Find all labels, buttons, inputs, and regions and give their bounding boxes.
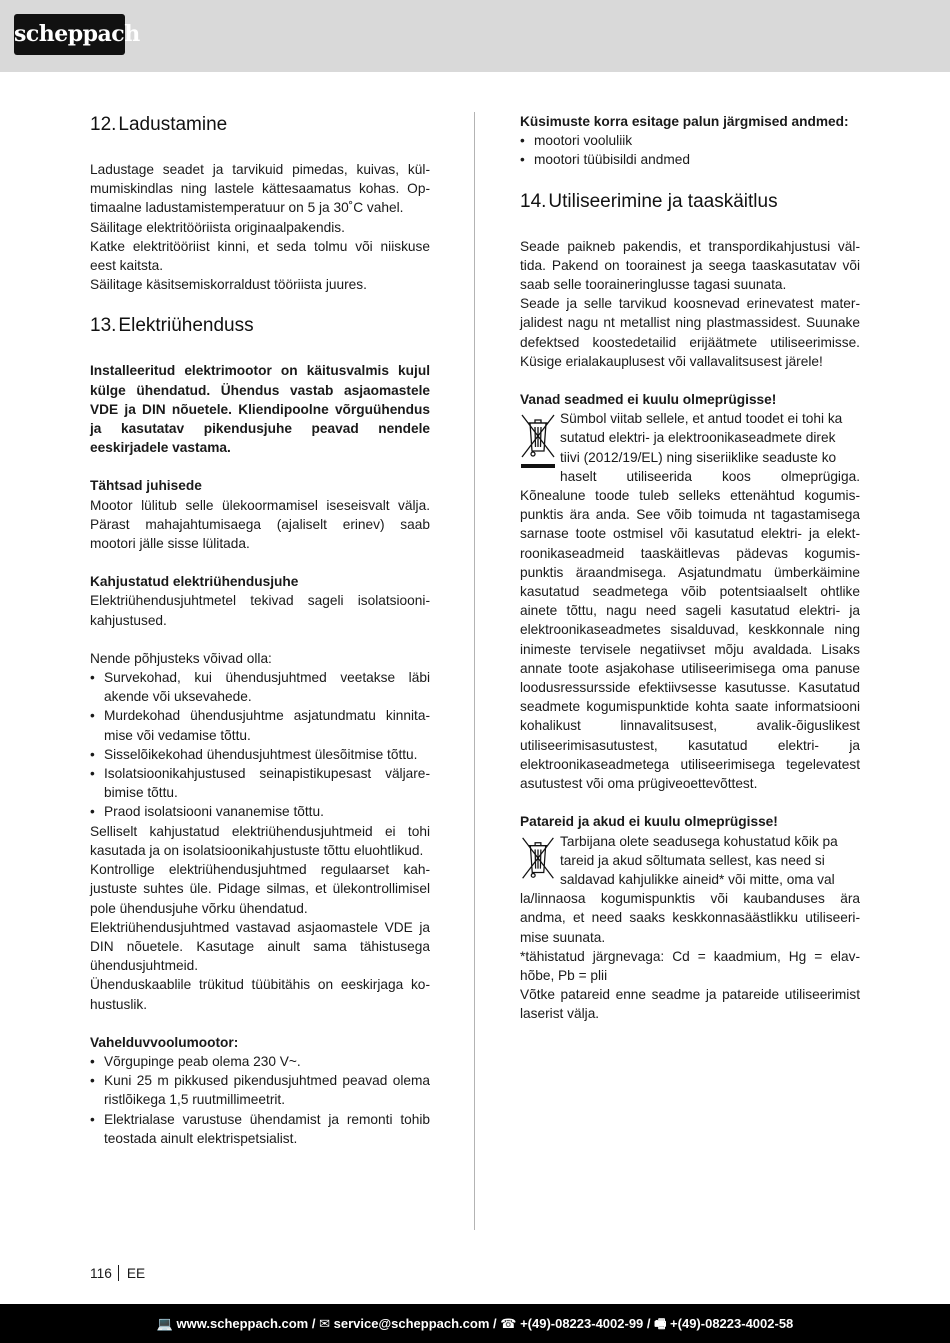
notes-heading: Tähtsad juhisede bbox=[90, 478, 202, 494]
weee-body: Kõnealune toode tuleb selleks ettenähtud kogumispunktis ära anda. See võib toimuda nt tagastamisega sarnase toote ostmisel või kasutatud elektri- ja elektroonikaseadmeid taaskäitlevas pädevas kogumispunktis äraandmisega. Asjatundmatu ümberkäimine kasutatud seadmetega võib potentsiaalselt ohtlike ainete tõttu, nagu need sageli kasutatud elektri- ja elektroonikaseadmetes sisalduvad, keskkonnale ning inimeste tervisele negatiivset mõju avaldada. Lisaks annate toote asjakohase utiliseerimisega oma panuse loodusressursside efektiivsesse kasutusse. Kasutatud seadmete kogumispunktide kohta saate informatsiooni kohalikust linnavalitsusest, avalik-õiguslikest utiliseerimisasutustest, kasutatud elektri- ja elektroonikaseadmetega utiliseerimisega tegelevatest asutustest või oma prügiveoettevõttest. bbox=[520, 488, 860, 792]
page-separator bbox=[118, 1265, 119, 1281]
section-14-body: Seade paikneb pakendis, et transpordikahjustusi vältida. Pakend on toorainest ja seega taaskasutatav või saab selle tooraineringlusse tagasi suunata. Seade ja selle tarvikud koosnevad erinevatest materjalidest nagu nt metallist ning plastmassidest. Suunake defektsed koostedetailid erijäätmete utiliseerimisse. Küsige erialakauplusest või vallavalitsusest järele! bbox=[520, 238, 860, 369]
notes-body: Mootor lülitub selle ülekoormamisel iseseisvalt välja. Pärast mahajahtumisaega (ajaliselt erinev) saab mootori jälle sisse lülitada. bbox=[90, 497, 430, 552]
ac-motor-list bbox=[90, 1052, 430, 1148]
footer-fax: +(49)-08223-4002-58 bbox=[670, 1316, 794, 1331]
list-item: • Isolatsioonikahjustused seinapistikupesast väljarebimise tõttu. bbox=[90, 764, 430, 802]
list-item: • mootori vooluliik bbox=[520, 131, 860, 150]
right-column bbox=[520, 112, 860, 1024]
page-number: 116 EE bbox=[90, 1266, 146, 1281]
damaged-cable-heading: Kahjustatud elektriühendusjuhe bbox=[90, 574, 299, 590]
left-column bbox=[90, 112, 430, 1148]
crossed-bin-icon bbox=[520, 836, 556, 884]
footer-phone: +(49)-08223-4002-99 / bbox=[520, 1316, 651, 1331]
list-item: • Murdekohad ühendusjuhtme asjatundmatu kinnitamise või vedamise tõttu. bbox=[90, 706, 430, 744]
crossed-bin-icon bbox=[520, 413, 556, 471]
section-12-body: Ladustage seadet ja tarvikuid pimedas, kuivas, külmumiskindlas ning lastele kättesaamatus kohas. Optimaalne ladustamistemperatuur on 5 ja 30˚C vahel. Säilitage elektritööriista originaalpakendis. Katke elektritööriist kinni, et seda tolmu või niiskuse eest kaitsta. Säilitage käsitsemiskorraldust tööriista juures. bbox=[90, 162, 430, 293]
list-item: • Elektrialase varustuse ühendamist ja remonti tohib teostada ainult elektrispetsialist. bbox=[90, 1110, 430, 1148]
list-item: • Survekohad, kui ühendusjuhtmed veetakse läbi akende või uksevahede. bbox=[90, 668, 430, 706]
list-item: • Kuni 25 m pikkused pikendusjuhtmed peavad olema ristlõikega 1,5 ruutmillimeetrit. bbox=[90, 1071, 430, 1109]
causes-list bbox=[90, 668, 430, 822]
causes-intro: Nende põhjusteks võivad olla: bbox=[90, 650, 272, 666]
footer-website[interactable]: www.scheppach.com / bbox=[176, 1316, 316, 1331]
battery-block: Tarbijana olete seadusega kohustatud kõik pa tareid ja akud sõltumata sellest, kas need si saldavad kahjulikke aineid* või mitte, oma val la/linnaosa kogumispunktis või kaubanduses ära andma, et need saaks keskkonnasäästlikku utiliseerimise suunata. *tähistatud järgnevaga: Cd = kaadmium, Hg = elavhõbe, Pb = plii Võtke patareid enne seadme ja patareide utiliseerimist laserist välja. bbox=[520, 832, 860, 1024]
cable-notes: Selliselt kahjustatud elektriühendusjuhtmeid ei tohi kasutada ja on isolatsioonikahjustuste tõttu eluohtlikud. Kontrollige elektriühendusjuhtmed regulaarset kahjustuste suhtes üle. Pidage silmas, et ülekontrollimisel pole ühendusjuhe võrku ühendatud. Elektriühendusjuhtmed vastavad asjaomastele VDE ja DIN nõuetele. Kasutage ainult sama tähistusega ühendusjuhtmeid. Ühenduskaablile trükitud tüübitähis on eeskirjaga kohustuslik. bbox=[90, 823, 430, 1012]
questions-heading: Küsimuste korra esitage palun järgmised andmed: bbox=[520, 114, 849, 129]
battery-body: la/linnaosa kogumispunktis või kaubanduses ära andma, et need saaks keskkonnasäästlikku utiliseerimise suunata. *tähistatud järgnevaga: Cd = kaadmium, Hg = elavhõbe, Pb = plii Võtke patareid enne seadme ja patareide utiliseerimist laserist välja. bbox=[520, 891, 860, 1022]
weee-heading: Vanad seadmed ei kuulu olmeprügisse! bbox=[520, 392, 777, 408]
section-13-intro: Installeeritud elektrimootor on käitusvalmis kujul külge ühendatud. Ühendus vastab asjaomastele VDE ja DIN nõuetele. Kliendipoolne võrguühendus ja kasutatav pikendusjuhe peavad nendele eeskirjadele vastama. bbox=[90, 363, 430, 456]
header-band bbox=[0, 0, 950, 72]
section-14-heading: 14. Utiliseerimine ja taaskäitlus bbox=[520, 190, 778, 212]
battery-heading: Patareid ja akud ei kuulu olmeprügisse! bbox=[520, 814, 778, 830]
weee-block: Sümbol viitab sellele, et antud toodet ei tohi ka sutatud elektri- ja elektroonikaseadmete direk tiivi (2012/19/EL) ning siseriiklike seaduste ko haselt utiliseerida koos olmeprügiga. Kõnealune toode tuleb selleks ettenähtud kogumispunktis ära anda. See võib toimuda nt tagastamisega sarnase toote ostmisel või kasutatud elektri- ja elektroonikaseadmeid taaskäitlevas pädevas kogumispunktis äraandmisega. Asjatundmatu ümberkäimine kasutatud seadmetega võib potentsiaalselt ohtlike ainete tõttu, nagu need sageli kasutatud elektri- ja elektroonikaseadmetes sisalduvad, keskkonnale ning inimeste tervisele negatiivset mõju avaldada. Lisaks annate toote asjakohase utiliseerimisega oma panuse loodusressursside efektiivsesse kasutusse. Kasutatud seadmete kogumispunktide kohta saate informatsiooni kohalikust linnavalitsusest, avalik-õiguslikest utiliseerimisasutustest, kasutatud elektri- ja elektroonikaseadmetega utiliseerimisega tegelevatest asutustest või oma prügiveoettevõttest. bbox=[520, 409, 860, 793]
brand-logo: scheppach bbox=[14, 14, 125, 55]
monitor-icon: 💻 bbox=[156, 1316, 173, 1331]
phone-icon: ☎ bbox=[500, 1316, 517, 1331]
list-item: • Praod isolatsiooni vananemise tõttu. bbox=[90, 802, 430, 821]
list-item: • Võrgupinge peab olema 230 V~. bbox=[90, 1052, 430, 1071]
footer-bar bbox=[0, 1304, 950, 1343]
mail-icon: ✉ bbox=[319, 1316, 330, 1331]
fax-icon: 🖷 bbox=[654, 1316, 667, 1331]
damaged-cable-body: Elektriühendusjuhtmetel tekivad sageli isolatsioonikahjustused. bbox=[90, 593, 430, 628]
list-item: • mootori tüübisildi andmed bbox=[520, 150, 860, 169]
footer-email[interactable]: service@scheppach.com / bbox=[333, 1316, 497, 1331]
section-13-heading: 13. Elektriühenduss bbox=[90, 315, 254, 337]
questions-list bbox=[520, 131, 860, 169]
ac-motor-heading: Vahelduvvoolumootor: bbox=[90, 1034, 239, 1050]
section-12-heading: 12. Ladustamine bbox=[90, 114, 228, 135]
column-divider bbox=[474, 112, 475, 1230]
list-item: • Sisselõikekohad ühendusjuhtmest ülesõitmise tõttu. bbox=[90, 745, 430, 764]
